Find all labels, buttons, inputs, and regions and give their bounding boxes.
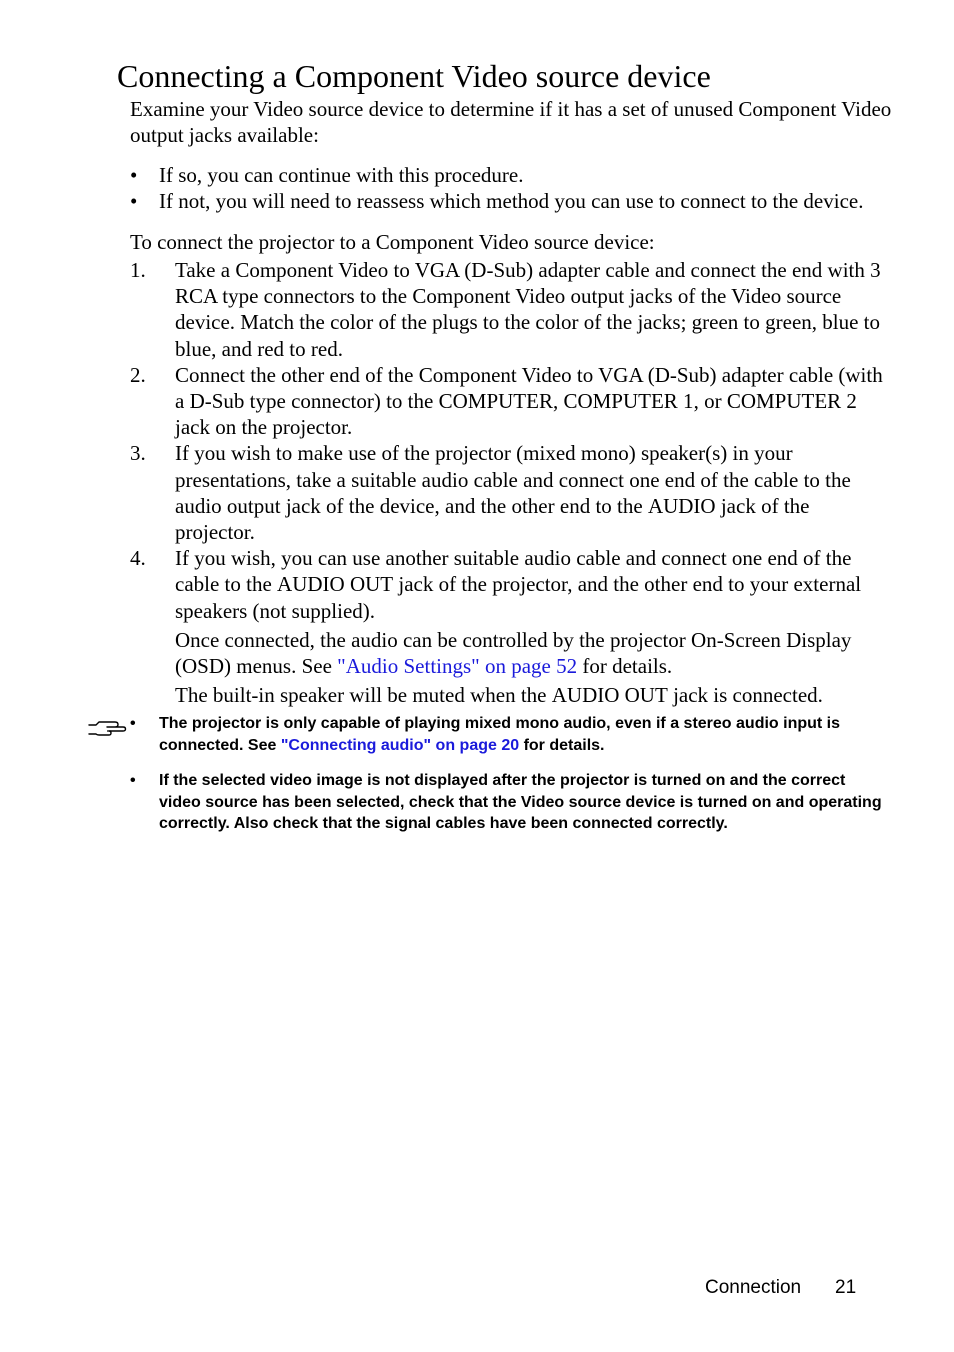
note-text: for details. [519,736,605,754]
bullet-glyph: • [130,189,138,213]
jack-name-computer: COMPUTER [438,389,553,414]
step-text: jack is connected. [667,683,823,708]
step-4 [130,545,890,708]
bullet-glyph: • [130,715,136,732]
jack-name-audio-out: AUDIO OUT [551,683,668,708]
step-3 [130,440,890,545]
bullet-list [130,162,920,214]
jack-name-audio-out: AUDIO OUT [277,572,394,597]
step-4-detail [175,627,890,679]
bullet-glyph: • [130,163,138,187]
step-text: If you wish, you can use another suitable audio cable and connect one end of the cable to the [175,546,852,597]
step-number: 4. [130,546,146,571]
note-item [130,770,890,835]
pointing-hand-icon [87,716,127,738]
separator: , [552,389,564,414]
list-item [130,162,920,188]
jack-name-computer-2: COMPUTER 2 [726,389,857,414]
note-text: If the selected video image is not displayed after the projector is turned on and the correct video source has been selected, check that the Video source device is turned on and operating correctly. Also check that the signal cables have been connected correctly. [159,772,882,832]
step-text: jack of the projector. [175,493,810,545]
step-4-speaker-note [175,682,890,708]
bullet-text: If not, you will need to reassess which method you can use to connect to the device. [159,189,864,213]
jack-name-audio: AUDIO [647,493,716,518]
separator: , or [693,389,727,414]
step-text: Once connected, the audio can be controlled by the projector On-Screen Display (OSD) menus. See [175,627,852,679]
note-item [130,713,890,756]
step-2 [130,362,890,441]
step-text: jack on the projector. [175,415,353,440]
step-number: 1. [130,258,146,282]
connecting-audio-link[interactable]: "Connecting audio" on page 20 [280,736,520,754]
step-1 [130,257,890,362]
note-text: The projector is only capable of playing mixed mono audio, even if a stereo audio input is connected. See [159,715,841,754]
page-number: 21 [835,1277,857,1298]
page-title: Connecting a Component Video source device [117,58,711,94]
step-text: for details. [577,654,673,679]
step-number: 3. [130,441,146,466]
procedure-steps [130,257,890,708]
step-text: jack of the projector, and the other end to your external speakers (not supplied). [175,572,862,623]
bullet-text: If so, you can continue with this procedure. [159,163,524,187]
step-text: Connect the other end of the Component Video to VGA (D-Sub) adapter cable (with a D-Sub type connector) to the [175,362,883,414]
jack-name-computer-1: COMPUTER 1 [563,389,694,414]
step-text: The built-in speaker will be muted when the [175,683,552,708]
intro-paragraph: Examine your Video source device to determine if it has a set of unused Component Video output jacks available: [130,97,892,147]
footer-section-name: Connection [705,1277,802,1298]
audio-settings-link[interactable]: "Audio Settings" on page 52 [337,654,578,679]
list-item [130,188,920,214]
step-text: If you wish to make use of the projector (mixed mono) speaker(s) in your presentations, take a suitable audio cable and connect one end of the cable to the audio output jack of the device, and the other end to the [175,441,851,518]
bullet-glyph: • [130,772,136,789]
procedure-heading: To connect the projector to a Component Video source device: [130,230,655,254]
note-list [130,713,890,849]
step-number: 2. [130,362,146,387]
step-text: Take a Component Video to VGA (D-Sub) adapter cable and connect the end with 3 RCA type connectors to the Component Video output jacks of the Video source device. Match the color of the plugs to the color of the jacks; green to green, blue to blue, and red to red. [175,258,881,361]
